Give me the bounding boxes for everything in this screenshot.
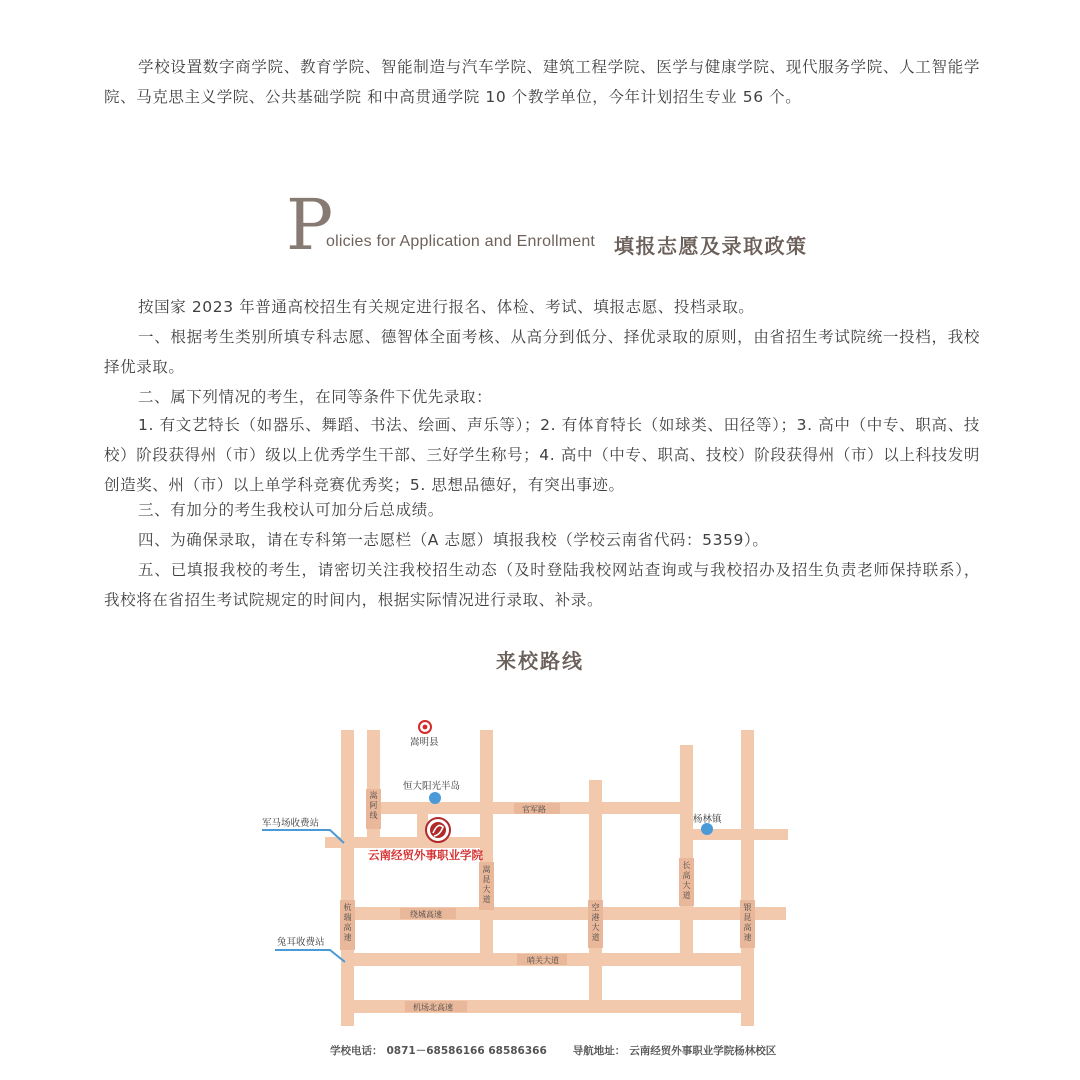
label-yinkun: 银昆高速 [743,903,752,942]
label-songkun: 嵩昆大道 [482,865,491,904]
road-junmachang [325,837,493,848]
heading-chinese: 填报志愿及录取政策 [614,234,808,258]
road-yinkun [741,730,754,1026]
road-hangrui [341,730,354,1026]
policy-paragraph-6: 四、为确保录取，请在专科第一志愿栏（A 志愿）填报我校（学校云南省代码：5359）。 [138,531,769,549]
label-jichangbei: 机场北高速 [413,1003,453,1012]
songming-dot [423,725,428,730]
label-junmachang: 军马场收费站 [262,818,320,829]
label-hangrui: 杭瑞高速 [343,903,352,942]
label-yanglin: 杨林镇 [693,814,722,825]
policy-paragraph-7: 五、已填报我校的考生，请密切关注我校招生动态（及时登陆我校网站查询或与我校招办及招生负责老师保持联系），我校将在省招生考试院规定的时间内，根据实际情况进行录取、补录。 [104,561,980,609]
road-jichangbei [341,1000,754,1013]
label-songwang: 嵩阿线 [369,791,378,820]
policy-paragraph-3: 二、属下列情况的考生，在同等条件下优先录取： [138,388,493,406]
road-changgao [680,745,693,965]
policy-paragraph-5: 三、有加分的考生我校认可加分后总成绩。 [138,501,444,519]
heading-english: olicies for Application and Enrollment [326,233,596,250]
label-konggang: 空港大道 [591,903,600,942]
intro-paragraph: 学校设置数字商学院、教育学院、智能制造与汽车学院、建筑工程学院、医学与健康学院、现代服务学院、人工智能学院、马克思主义学院、公共基础学院 和中高贯通学院 10 个教学单位，今年计划招生专业 56 个。 [104,58,980,106]
roads [325,730,788,1026]
policy-paragraph-4: 1. 有文艺特长（如器乐、舞蹈、书法、绘画、声乐等）；2. 有体育特长（如球类、田径等）；3. 高中（中专、职高、技校）阶段获得州（市）级以上优秀学生干部、三好学生称号；4. 高中（中专、职高、技校）阶段获得州（市）以上科技发明创造奖、州（市）以上单学科竞赛优秀奖；5. 思想品德好，有突出事迹。 [104,416,980,494]
nav-address: 云南经贸外事职业学院杨林校区 [629,1045,777,1057]
phone-number: 0871－68586166 68586366 [386,1045,547,1057]
label-songming: 嵩明县 [410,737,439,748]
label-tuer: 兔耳收费站 [277,937,325,948]
nav-label: 导航地址： [572,1045,626,1057]
label-changgao: 长高大道 [682,861,691,900]
phone-label: 学校电话： [330,1045,383,1057]
route-title: 来校路线 [496,649,584,673]
school-logo-icon [426,818,450,842]
label-school: 云南经贸外事职业学院 [368,848,483,862]
hengda-marker-icon [429,792,441,804]
policy-paragraph-2: 一、根据考生类别所填专科志愿、德智体全面考核、从高分到低分、择优录取的原则，由省招生考试院统一投档，我校择优录取。 [104,328,980,376]
toll-line-tuer [275,950,345,962]
policy-paragraph-1: 按国家 2023 年普通高校招生有关规定进行报名、体检、考试、填报志愿、投档录取。 [138,298,755,316]
label-hengda: 恒大阳光半岛 [403,781,461,792]
heading-initial: P [286,184,334,266]
footer [330,1043,780,1058]
label-shaoguan: 哨关大道 [527,956,559,965]
label-raocheng: 绕城高速 [410,910,442,919]
label-guanjun: 官军路 [522,805,546,814]
